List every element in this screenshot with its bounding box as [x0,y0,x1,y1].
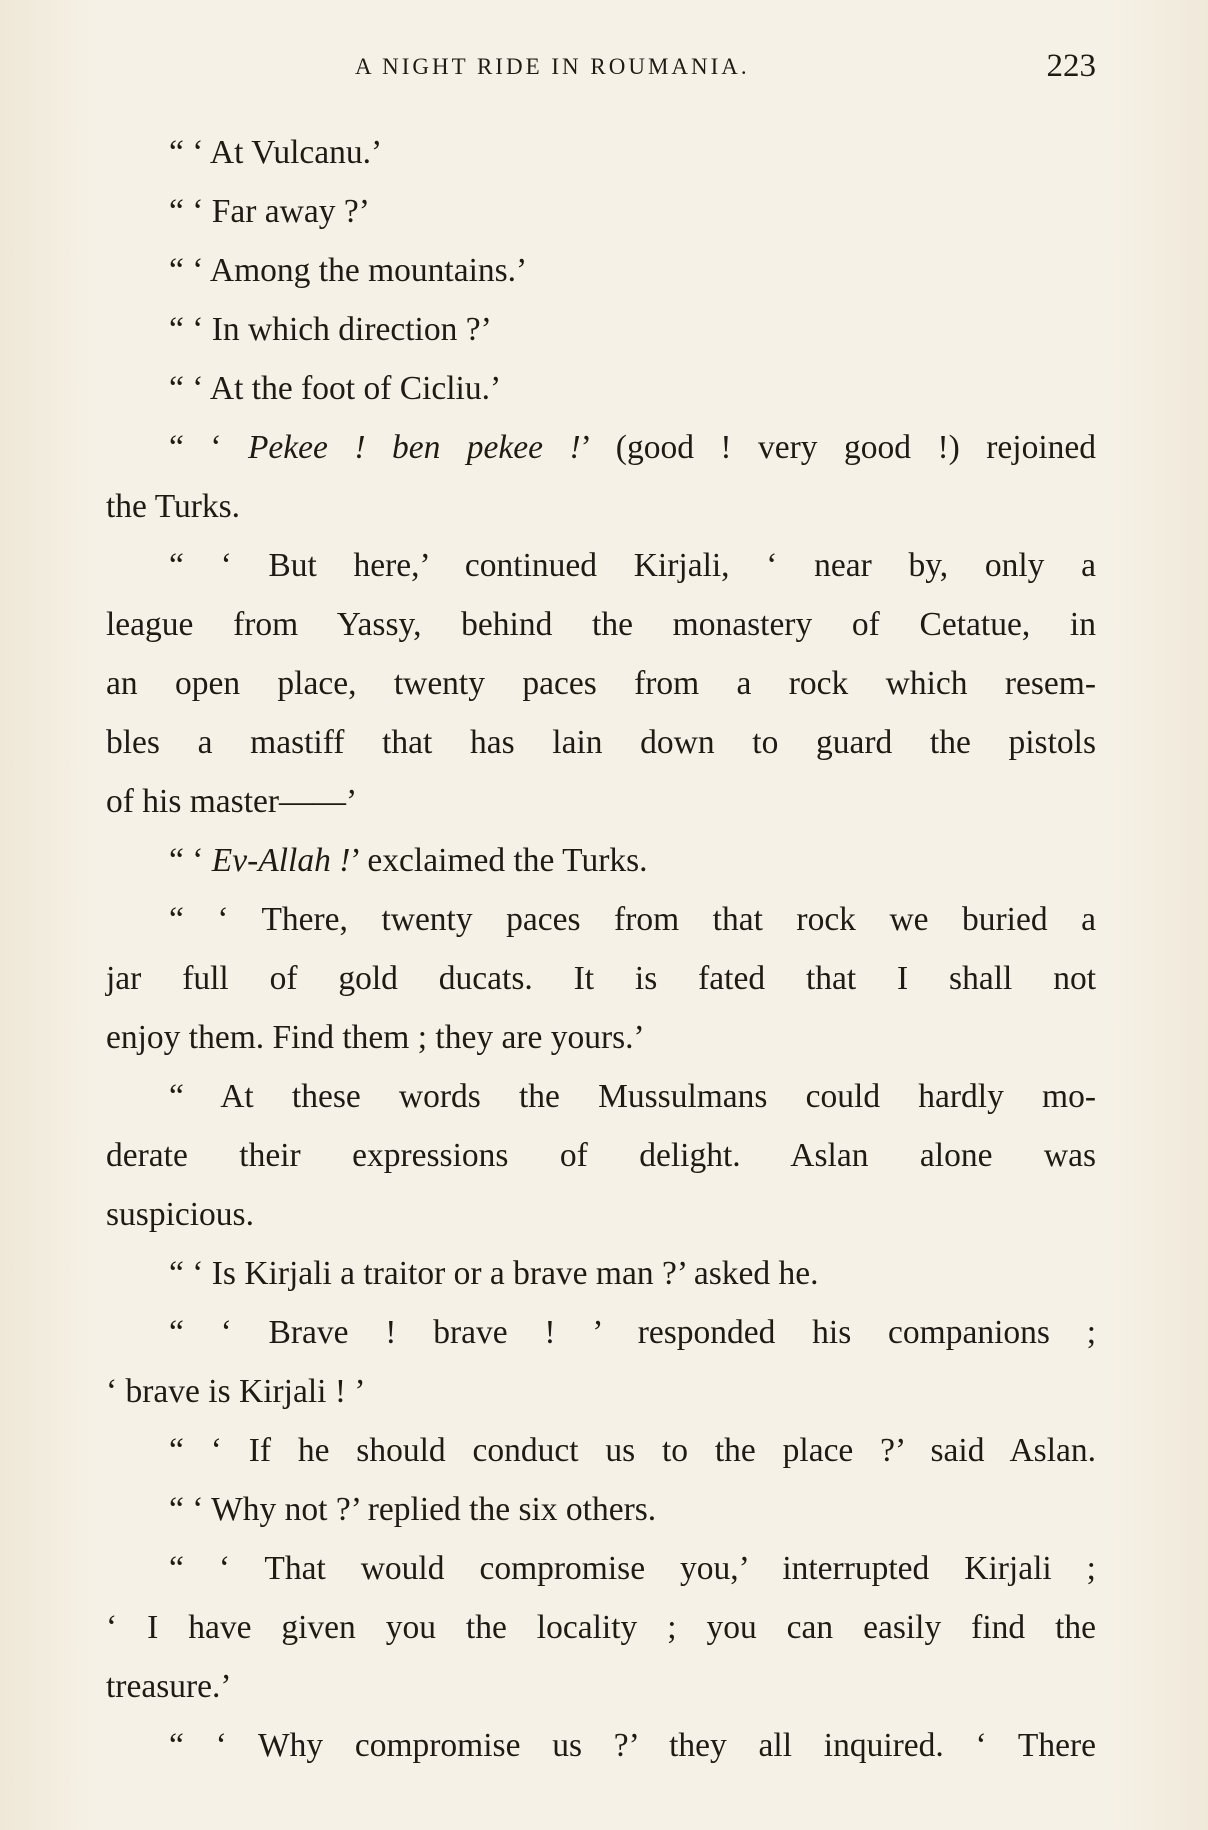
text-line: the Turks. [106,488,241,525]
text-line: “ ‘ Why compromise us ?’ they all inquired. ‘ There [169,1727,1096,1764]
text-line: “ ‘ At Vulcanu.’ [169,134,383,171]
text-line: of his master——’ [106,783,358,820]
page-header [0,48,1208,94]
running-head: A NIGHT RIDE IN ROUMANIA. [355,54,750,79]
text-line: “ ‘ At the foot of Cicliu.’ [169,370,502,407]
text-line: “ ‘ That would compromise you,’ interrupted Kirjali ; [169,1550,1096,1587]
page-number: 223 [1046,48,1096,84]
text-line: “ ‘ Far away ?’ [169,193,370,230]
text-line: ‘ brave is Kirjali ! ’ [106,1373,366,1410]
text-line: “ ‘ But here,’ continued Kirjali, ‘ near by, only a [169,547,1096,584]
text-line: bles a mastiff that has lain down to guard the pistols [106,724,1096,761]
text-line: “ ‘ Pekee ! ben pekee !’ (good ! very good !) rejoined [169,429,1096,466]
text-line: “ ‘ There, twenty paces from that rock we buried a [169,901,1096,938]
text-line: treasure.’ [106,1668,232,1705]
italic-phrase: Ev-Allah ! [211,842,351,879]
text-line: an open place, twenty paces from a rock which resem- [106,665,1096,702]
text-line: “ ‘ Ev-Allah !’ exclaimed the Turks. [169,842,648,879]
text-line: derate their expressions of delight. Aslan alone was [106,1137,1096,1174]
text-line: league from Yassy, behind the monastery of Cetatue, in [106,606,1096,643]
text-line: “ At these words the Mussulmans could hardly mo- [169,1078,1096,1115]
text-line: jar full of gold ducats. It is fated that I shall not [106,960,1096,997]
text-line: ‘ I have given you the locality ; you can easily find the [106,1609,1096,1646]
italic-phrase: Pekee ! ben pekee ! [247,429,581,466]
text-line: “ ‘ Why not ?’ replied the six others. [169,1491,657,1528]
text-line: suspicious. [106,1196,254,1233]
text-line: “ ‘ Brave ! brave ! ’ responded his companions ; [169,1314,1096,1351]
text-line: “ ‘ Is Kirjali a traitor or a brave man ?’ asked he. [169,1255,819,1292]
body-text [106,123,1096,1775]
text-line: “ ‘ In which direction ?’ [169,311,492,348]
text-line: “ ‘ Among the mountains.’ [169,252,528,289]
text-line: enjoy them. Find them ; they are yours.’ [106,1019,645,1056]
text-line: “ ‘ If he should conduct us to the place ?’ said Aslan. [169,1432,1096,1469]
